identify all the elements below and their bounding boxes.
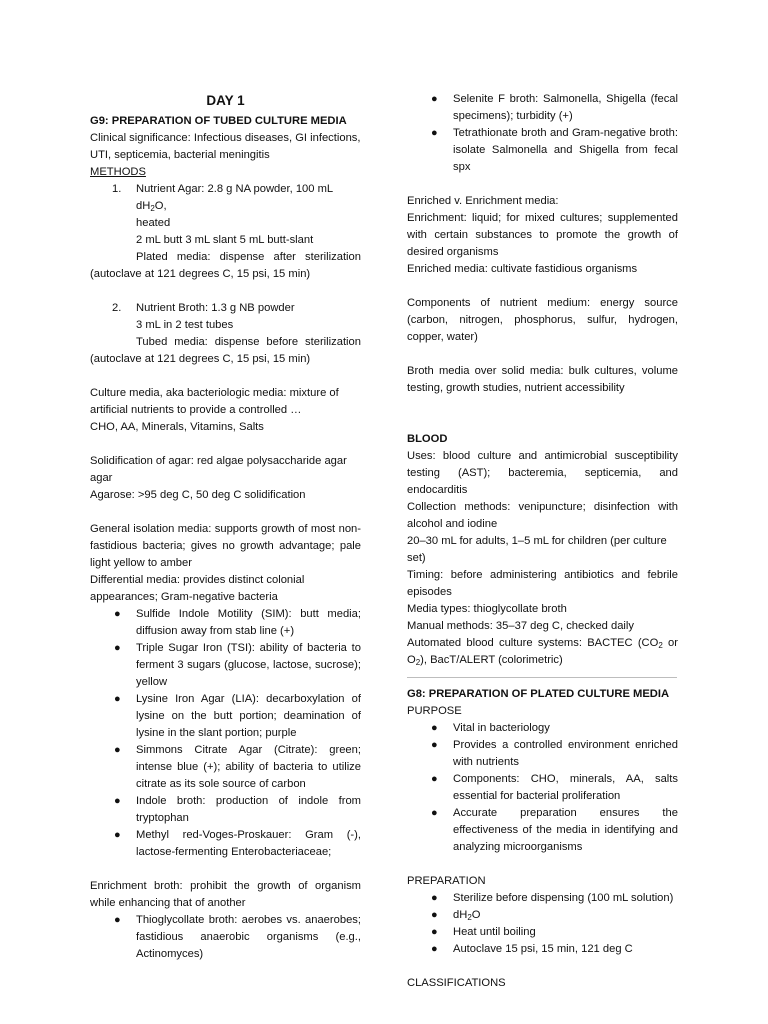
bullet-icon: ● [431, 127, 438, 139]
broth-vs-solid-text: Broth media over solid media: bulk cultures, volume testing, growth studies, nutrient accessibility [407, 365, 678, 394]
method-2-number: 2. [112, 302, 122, 314]
list-item: ● Indole broth: production of indole from tryptophan [114, 795, 361, 824]
differential-list [90, 606, 361, 861]
blood-uses: Uses: blood culture and antimicrobial susceptibility testing (AST); bacteremia, septicemia, and endocarditis [407, 450, 678, 496]
list-item: ● Simmons Citrate Agar (Citrate): green; intense blue (+); ability of bacteria to utilize citrate as its sole source of carbon [114, 744, 361, 790]
bullet-icon: ● [431, 807, 438, 819]
bullet-icon: ● [114, 642, 121, 654]
list-item: ● Heat until boiling [407, 924, 678, 941]
enriched-vs-label: Enriched v. Enrichment media: [407, 195, 559, 207]
enrichment-broth-text: Enrichment broth: prohibit the growth of organism while enhancing that of another [90, 880, 361, 909]
differential-text: Differential media: provides distinct colonial appearances; Gram-negative bacteria [90, 574, 305, 603]
section-heading-g8: G8: PREPARATION OF PLATED CULTURE MEDIA [407, 688, 670, 700]
section-heading-g9: G9: PREPARATION OF TUBED CULTURE MEDIA [90, 115, 347, 127]
left-column [90, 91, 361, 963]
list-item: ● Provides a controlled environment enriched with nutrients [431, 739, 678, 768]
broth-list [407, 91, 678, 176]
method-1 [90, 181, 361, 283]
list-item: ● Vital in bacteriology [407, 720, 678, 737]
bullet-icon: ● [114, 829, 121, 841]
right-column [407, 91, 678, 992]
list-item: ● Selenite F broth: Salmonella, Shigella (fecal specimens); turbidity (+) [431, 93, 678, 122]
preparation-label: PREPARATION [407, 875, 486, 887]
method-1-line-4: Plated media: dispense after sterilization [136, 251, 361, 263]
general-isolation-text: General isolation media: supports growth of most non-fastidious bacteria; gives no growth advantage; pale light yellow to amber [90, 523, 361, 569]
method-2-line-2: 3 mL in 2 test tubes [136, 319, 234, 331]
preparation-list [407, 890, 678, 958]
method-1-line-2: heated [136, 217, 171, 229]
blood-collection: Collection methods: venipuncture; disinfection with alcohol and iodine [407, 501, 678, 530]
bullet-icon: ● [114, 795, 121, 807]
page-title: DAY 1 [206, 93, 245, 108]
bullet-icon: ● [114, 693, 121, 705]
bullet-icon: ● [431, 943, 438, 955]
bullet-icon: ● [431, 93, 438, 105]
bullet-icon: ● [431, 722, 438, 734]
enrichment-list [90, 912, 361, 963]
list-item: ● Methyl red-Voges-Proskauer: Gram (-), lactose-fermenting Enterobacteriaceae; [114, 829, 361, 858]
list-item: ● Triple Sugar Iron (TSI): ability of bacteria to ferment 3 sugars (glucose, lactose, sucrose); yellow [114, 642, 361, 688]
list-item: ● Thioglycollate broth: aerobes vs. anaerobes; fastidious anaerobic organisms (e.g., Actinomyces) [114, 914, 361, 960]
list-item: ● Lysine Iron Agar (LIA): decarboxylation of lysine on the butt portion; deamination of lysine in the slant portion; purple [114, 693, 361, 739]
bullet-icon: ● [114, 914, 121, 926]
purpose-list [407, 720, 678, 856]
components-text: Components of nutrient medium: energy source (carbon, nitrogen, phosphorus, sulfur, hydrogen, copper, water) [407, 297, 678, 343]
bullet-icon: ● [114, 608, 121, 620]
blood-media: Media types: thioglycollate broth [407, 603, 567, 615]
list-item: ● Autoclave 15 psi, 15 min, 121 deg C [407, 941, 678, 958]
enrichment-definition: Enrichment: liquid; for mixed cultures; supplemented with certain substances to promote the growth of desired organisms [407, 212, 678, 258]
enriched-definition: Enriched media: cultivate fastidious organisms [407, 263, 638, 275]
blood-timing: Timing: before administering antibiotics and febrile episodes [407, 569, 678, 598]
method-1-number: 1. [112, 183, 122, 195]
section-heading-blood: BLOOD [407, 433, 448, 445]
classifications-label: CLASSIFICATIONS [407, 977, 506, 989]
list-item: ● Tetrathionate broth and Gram-negative broth: isolate Salmonella and Shigella from fecal spx [431, 127, 678, 173]
bullet-icon: ● [431, 926, 438, 938]
agarose-text: Agarose: >95 deg C, 50 deg C solidification [90, 489, 306, 501]
methods-label: METHODS [90, 166, 146, 178]
list-item: ● $dH_2O$ [431, 909, 481, 922]
method-1-line-1: 1. Nutrient Agar: 2.8 g NA powder, 100 mL $dH_2O$, [112, 183, 333, 213]
blood-volume: 20–30 mL for adults, 1–5 mL for children (per culture set) [407, 535, 667, 564]
culture-media-text: Culture media, aka bacteriologic media: mixture of artificial nutrients to provide a controlled … [90, 387, 339, 416]
method-2 [90, 300, 361, 368]
method-2-line-4: (autoclave at 121 degrees C, 15 psi, 15 min) [90, 353, 311, 365]
method-1-line-5: (autoclave at 121 degrees C, 15 psi, 15 min) [90, 268, 311, 280]
method-2-line-3: Tubed media: dispense before sterilization [136, 336, 361, 348]
section-divider [407, 677, 677, 678]
bullet-icon: ● [431, 892, 438, 904]
purpose-label: PURPOSE [407, 705, 462, 717]
bullet-icon: ● [114, 744, 121, 756]
clinical-significance: Clinical significance: Infectious diseases, GI infections, UTI, septicemia, bacterial meningitis [90, 132, 361, 161]
blood-manual: Manual methods: 35–37 deg C, checked daily [407, 620, 635, 632]
list-item: ● Accurate preparation ensures the effectiveness of the media in identifying and analyzing microorganisms [431, 807, 678, 853]
bullet-icon: ● [431, 773, 438, 785]
method-1-line-3: 2 mL butt 3 mL slant 5 mL butt-slant [136, 234, 314, 246]
bullet-icon: ● [431, 909, 438, 921]
list-item: ● Sulfide Indole Motility (SIM): butt media; diffusion away from stab line (+) [114, 608, 361, 637]
method-2-line-1: 2. Nutrient Broth: 1.3 g NB powder [90, 300, 361, 317]
blood-automated: Automated blood culture systems: BACTEC ($CO_2$ or $O_2$), BacT/ALERT (colorimetric) [407, 637, 678, 667]
list-item: ● Components: CHO, minerals, AA, salts essential for bacterial proliferation [431, 773, 678, 802]
bullet-icon: ● [431, 739, 438, 751]
list-item: ● Sterilize before dispensing (100 mL solution) [407, 890, 678, 907]
solidification-text: Solidification of agar: red algae polysaccharide agar agar [90, 455, 347, 484]
culture-components-text: CHO, AA, Minerals, Vitamins, Salts [90, 421, 264, 433]
